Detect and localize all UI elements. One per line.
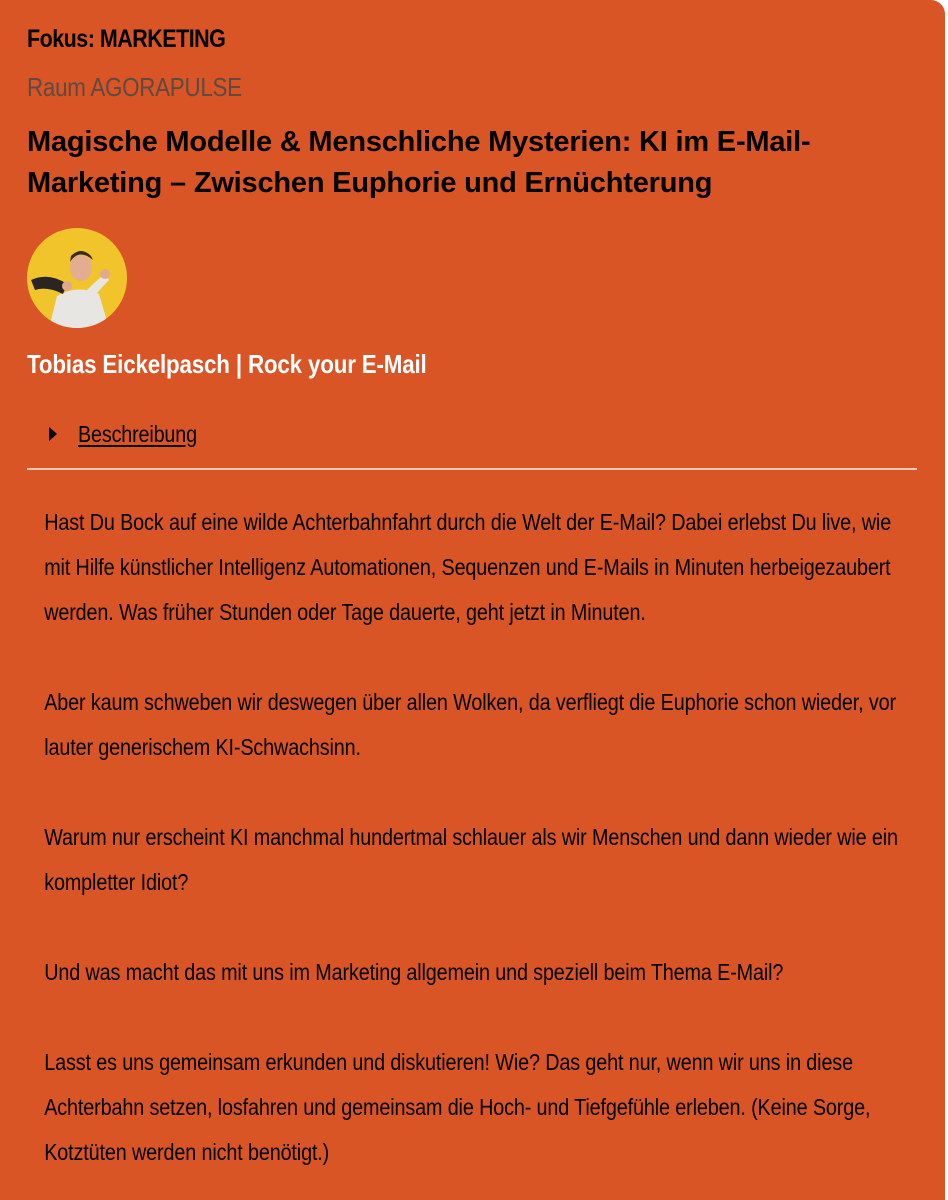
description-paragraph: Und was macht das mit uns im Marketing allgemein und speziell beim Thema E-Mail? <box>44 959 784 985</box>
description-paragraph: Aber kaum schweben wir deswegen über allen Wolken, da verfliegt die Euphorie schon wieder, vor lauter generischem KI-Schwachsinn. <box>44 689 896 760</box>
focus-label: Fokus: MARKETING <box>27 25 226 53</box>
description-paragraph: Warum nur erscheint KI manchmal hundertmal schlauer als wir Menschen und dann wieder wie ein kompletter Idiot? <box>44 824 898 895</box>
description-paragraph: Hast Du Bock auf eine wilde Achterbahnfahrt durch die Welt der E-Mail? Dabei erlebst Du live, wie mit Hilfe künstlicher Intelligenz Automationen, Sequenzen und E-Mails in Minuten herbeigezaubert werden. Was früher Stunden oder Tage dauerte, geht jetzt in Minuten. <box>44 509 892 625</box>
caret-right-icon <box>49 427 57 441</box>
speaker-name: Tobias Eickelpasch | Rock your E-Mail <box>27 349 427 379</box>
description-body <box>27 470 913 1175</box>
session-title: Magische Modelle & Menschliche Mysterien: KI im E-Mail-Marketing – Zwischen Euphorie und Ernüchterung <box>27 126 811 199</box>
speaker-avatar <box>27 228 127 328</box>
description-toggle[interactable] <box>27 419 917 449</box>
description-paragraph: Lasst es uns gemeinsam erkunden und diskutieren! Wie? Das geht nur, wenn wir uns in diese Achterbahn setzen, losfahren und gemeinsam die Hoch- und Tiefgefühle erleben. (Keine Sorge, Kotztüten werden nicht benötigt.) <box>44 1049 871 1165</box>
room-label: Raum AGORAPULSE <box>27 72 242 102</box>
speaker-photo <box>27 228 127 328</box>
description-toggle-label[interactable]: Beschreibung <box>78 420 197 447</box>
